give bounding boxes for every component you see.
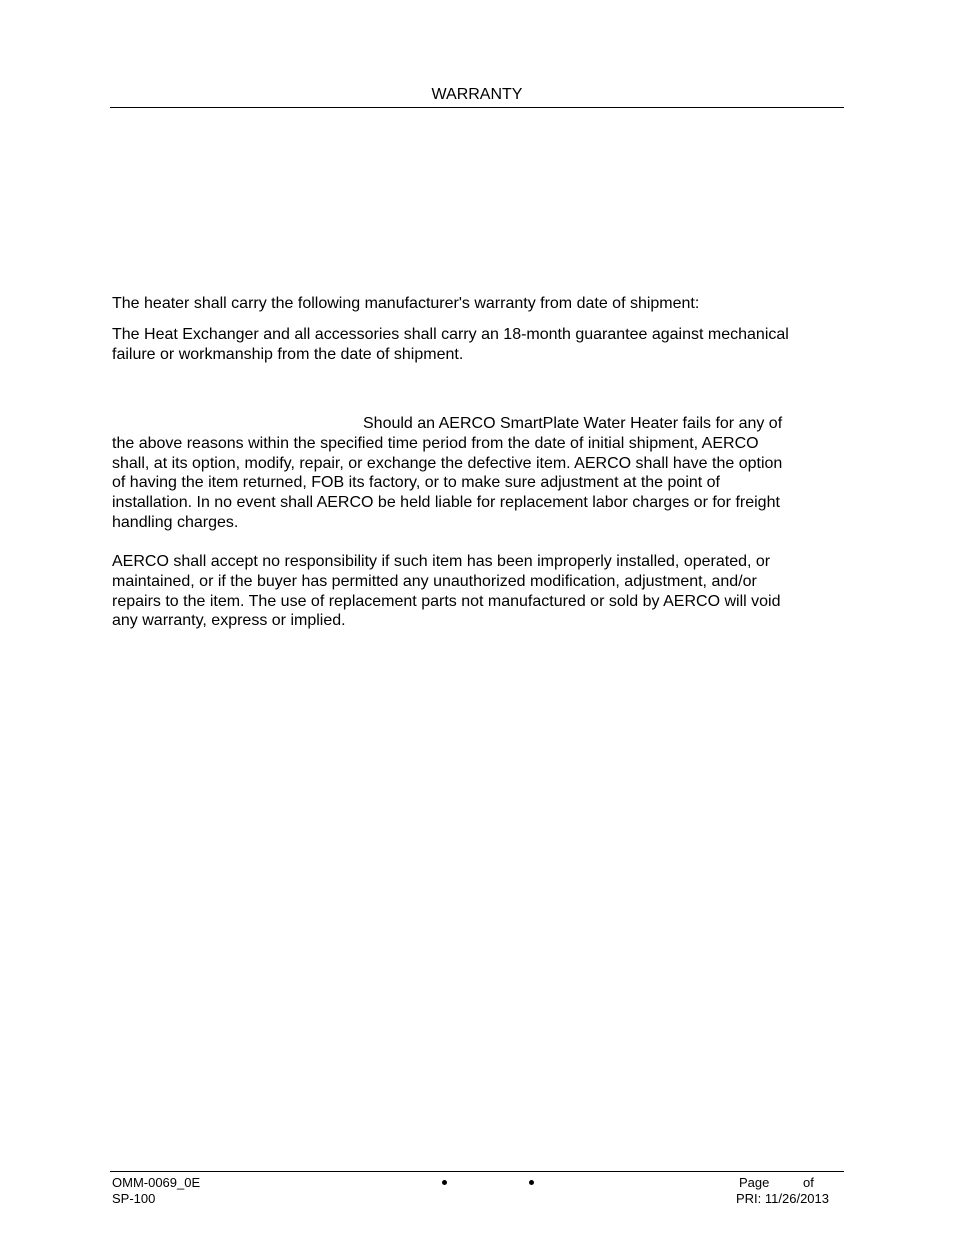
page-header-title: WARRANTY [431,86,523,103]
remedy-line: installation. In no event shall AERCO be held liable for replacement labor charges or for freight [112,494,780,512]
responsibility-line: AERCO shall accept no responsibility if such item has been improperly installed, operated, or [112,553,771,570]
responsibility-line: any warranty, express or implied. [112,612,346,630]
remedy-line: of having the item returned, FOB its factory, or to make sure adjustment at the point of [112,474,720,492]
remedy-paragraph [112,414,844,533]
guarantee-paragraph [112,325,844,365]
footer-revision: PRI: 11/26/2013 [736,1191,829,1206]
header-rule [110,107,844,108]
footer-of-label: of [803,1175,814,1190]
footer-rule [110,1171,844,1172]
footer-bullet [529,1180,534,1185]
remedy-line: handling charges. [112,513,239,531]
remedy-line: shall, at its option, modify, repair, or exchange the defective item. AERCO shall have the option [112,454,783,472]
responsibility-paragraph [112,552,844,631]
footer-model: SP-100 [112,1191,156,1206]
responsibility-line: repairs to the item. The use of replacement parts not manufactured or sold by AERCO will void [112,592,781,610]
remedy-line: the above reasons within the specified time period from the date of initial shipment, AERCO [112,434,759,452]
intro-line: The heater shall carry the following manufacturer's warranty from date of shipment: [112,295,700,312]
footer-bullet [442,1180,447,1185]
footer-page-label: Page [739,1175,770,1190]
responsibility-line: maintained, or if the buyer has permitted any unauthorized modification, adjustment, and/or [112,572,757,590]
guarantee-line: The Heat Exchanger and all accessories shall carry an 18-month guarantee against mechanical [112,326,789,343]
remedy-line: Should an AERCO SmartPlate Water Heater fails for any of [363,415,783,432]
guarantee-line: failure or workmanship from the date of shipment. [112,345,464,363]
footer-doc-number: OMM-0069_0E [112,1175,201,1190]
warranty-intro [112,294,844,314]
